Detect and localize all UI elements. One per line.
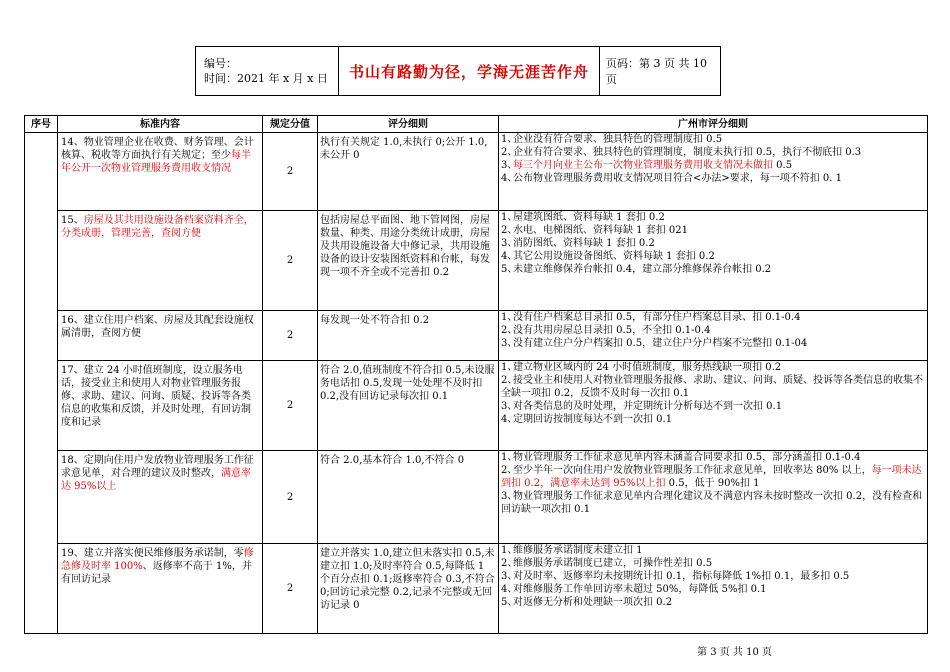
item-text: 物业管理服务工作征求意见单内合理化建议及不满意内容未按时整改一次扣 0.2，没有检查和回访缺一项次扣 0.1 <box>501 491 923 515</box>
item-text: 对及时率、返修率均未按期统计扣 0.1，指标每降低 1%扣 0.1，最多扣 0.5 <box>513 571 850 582</box>
guangzhou-cell <box>499 211 928 311</box>
serial-label: 编号： <box>204 57 237 70</box>
item-number: 3、 <box>501 401 518 412</box>
item-text-tail: 0.5，低于 90%扣 1 <box>665 478 760 489</box>
item-text: 企业没有符合要求、独具特色的管理制度扣 0.5 <box>513 134 723 145</box>
item-number: 2、 <box>501 375 518 386</box>
col-header-standard: 标准内容 <box>58 116 263 133</box>
score-cell: 2 <box>263 133 318 211</box>
detail-cell: 执行有关规定 1.0,未执行 0;公开 1.0,未公开 0 <box>318 133 499 211</box>
motto: 书山有路勤为径，学海无涯苦作舟 <box>339 47 600 96</box>
item-number: 1、 <box>501 452 518 463</box>
guangzhou-item <box>501 337 925 350</box>
table-row <box>25 211 928 311</box>
item-number: 2、 <box>501 225 518 236</box>
guangzhou-item <box>501 324 925 337</box>
standard-cell <box>58 451 263 544</box>
item-text: 没有建立住户分户档案扣 0.5，建立住户分户档案不完整扣 0.1-04 <box>513 338 808 349</box>
table-row <box>25 311 928 361</box>
guangzhou-cell <box>499 451 928 544</box>
item-text-tail: 0.5 <box>773 160 793 171</box>
item-number: 3、 <box>501 338 518 349</box>
scoring-table <box>24 115 928 634</box>
item-number: 1、 <box>501 362 518 373</box>
item-number: 4、 <box>501 414 518 425</box>
item-text: 维修服务承诺制度已建立，可操作性差扣 0.5 <box>513 558 713 569</box>
item-number: 4、 <box>501 251 518 262</box>
guangzhou-cell <box>499 544 928 634</box>
item-highlight: 每三个月向业主公布一次物业管理服务费用收支情况未做扣 <box>513 160 773 171</box>
col-header-score: 规定分值 <box>263 116 318 133</box>
item-number: 4、 <box>501 584 518 595</box>
item-text: 至少半年一次向住用户发放物业管理服务工作征求意见单，回收率达 80% 以上， <box>513 465 872 476</box>
guangzhou-cell <box>499 361 928 451</box>
guangzhou-cell <box>499 311 928 361</box>
guangzhou-item <box>501 361 925 374</box>
score-cell: 2 <box>263 211 318 311</box>
item-text: 企业有符合要求、独具特色的管理制度，制度未执行扣 0.5，执行不彻底扣 0.3 <box>513 147 862 158</box>
item-highlight: 每一项未达到扣 0.2，满意率未达到 95%以上扣 <box>501 465 922 489</box>
item-number: 1、 <box>501 312 518 323</box>
detail-cell: 符合 2.0,基本符合 1.0,不符合 0 <box>318 451 499 544</box>
guangzhou-item <box>501 583 925 596</box>
guangzhou-item <box>501 250 925 263</box>
index-cell <box>25 133 58 634</box>
standard-text: 14、物业管理企业在收费、财务管理、会计核算、税收等方面执行有关规定；至少 <box>61 137 254 161</box>
detail-cell: 符合 2.0,值班制度不符合扣 0.5,未设服务电话扣 0.5,发现一处处理不及时扣 0.2,没有回访记录每次扣 0.1 <box>318 361 499 451</box>
time-label: 时间：2021 年 x 月 x 日 <box>204 72 328 85</box>
standard-highlight: 每半年公开一次物业管理服务费用收支情况 <box>61 150 251 174</box>
guangzhou-item <box>501 400 925 413</box>
guangzhou-item <box>501 159 925 172</box>
item-number: 1、 <box>501 134 518 145</box>
standard-text: 19、建立并落实便民维修服务承诺制，零 <box>61 548 244 559</box>
standard-highlight: 修急修及时率 100% <box>61 548 254 572</box>
standard-text: 17、建立 24 小时值班制度，设立服务电话，接受业主和使用人对物业管理服务报修、求助、建议、问询、质疑、投诉等各类信息的收集和反馈，并及时处理，有回访制度和记录 <box>61 365 251 428</box>
standard-cell <box>58 133 263 211</box>
document-header <box>195 46 721 96</box>
item-number: 2、 <box>501 558 518 569</box>
item-number: 3、 <box>501 238 518 249</box>
item-text: 对各类信息的及时处理，并定期统计分析每达不到一次扣 0.1 <box>513 401 783 412</box>
item-text: 对维修服务工作单回访率未超过 50%，每降低 5%扣 0.1 <box>513 584 767 595</box>
item-number: 1、 <box>501 212 518 223</box>
score-cell: 2 <box>263 451 318 544</box>
standard-cell <box>58 361 263 451</box>
standard-highlight: 满意率达 95%以上 <box>61 468 251 492</box>
item-text: 没有住户档案总目录扣 0.5，有部分住户档案总目录、扣 0.1-0.4 <box>513 312 801 323</box>
item-number: 2、 <box>501 325 518 336</box>
guangzhou-item <box>501 464 925 490</box>
guangzhou-item <box>501 224 925 237</box>
table-row <box>25 361 928 451</box>
guangzhou-cell <box>499 133 928 211</box>
item-number: 1、 <box>501 545 518 556</box>
guangzhou-item <box>501 544 925 557</box>
item-number: 5、 <box>501 264 518 275</box>
standard-cell <box>58 211 263 311</box>
item-text: 没有共用房屋总目录扣 0.5，不全扣 0.1-0.4 <box>513 325 711 336</box>
standard-text: 16、建立住用户档案、房屋及其配套设施权属清册，查阅方便 <box>61 315 254 339</box>
item-text: 接受业主和使用人对物业管理服务报修、求助、建议、问询、质疑、投诉等各类信息的收集不全缺一项扣 0.2，反馈不及时每一次扣 0.1 <box>501 375 923 399</box>
guangzhou-item <box>501 133 925 146</box>
standard-text: 18、定期向住用户发放物业管理服务工作征求意见单，对合理的建议及时整改， <box>61 455 254 479</box>
score-cell: 2 <box>263 311 318 361</box>
page-footer: 第 3 页 共 10 页 <box>697 647 772 658</box>
item-number: 4、 <box>501 173 518 184</box>
item-text: 未建立维修保养台帐扣 0.4，建立部分维修保养台帐扣 0.2 <box>513 264 772 275</box>
detail-cell: 每发现一处不符合扣 0.2 <box>318 311 499 361</box>
guangzhou-item <box>501 211 925 224</box>
guangzhou-item <box>501 557 925 570</box>
table-row <box>25 451 928 544</box>
item-text: 公布物业管理服务费用收支情况项目符合<办法>要求，每一项不符扣 0. 1 <box>513 173 843 184</box>
item-number: 3、 <box>501 571 518 582</box>
guangzhou-item <box>501 490 925 516</box>
table-header-row <box>25 116 928 133</box>
guangzhou-item <box>501 172 925 185</box>
score-cell: 2 <box>263 361 318 451</box>
item-number: 3、 <box>501 491 518 502</box>
detail-cell: 建立并落实 1.0,建立但未落实扣 0.5,未建立扣 1.0;及时率符合 0.5,每降低 1 个百分点扣 0.1;返修率符合 0.3,不符合 0;回访记录完整 0.2,记录不完整或无回访记录 0 <box>318 544 499 634</box>
standard-highlight: 房屋及其共用设施设备档案资料齐全，分类成册，管理完善，查阅方便 <box>61 215 254 239</box>
item-number: 2、 <box>501 147 518 158</box>
standard-text-tail: 、返修率不高于 1%，并有回访记录 <box>61 561 252 585</box>
col-header-guangzhou: 广州市评分细则 <box>499 116 928 133</box>
item-text: 定期回访按制度每达不到一次扣 0.1 <box>513 414 673 425</box>
guangzhou-item <box>501 413 925 426</box>
table-row <box>25 544 928 634</box>
guangzhou-item <box>501 146 925 159</box>
item-number: 5、 <box>501 597 518 608</box>
guangzhou-item <box>501 263 925 276</box>
guangzhou-item <box>501 570 925 583</box>
standard-cell <box>58 311 263 361</box>
col-header-detail: 评分细则 <box>318 116 499 133</box>
page-label: 页码：第 3 页 共 10 页 <box>600 47 721 96</box>
detail-cell: 包括房屋总平面图、地下管网图，房屋数量、种类、用途分类统计成册，房屋及共用设施设备大中修记录，共用设施设备的设计安装图纸资料和台帐，每发现一项不齐全或不完善扣 0.2 <box>318 211 499 311</box>
guangzhou-item <box>501 311 925 324</box>
item-text: 物业管理服务工作征求意见单内容未涵盖合同要求扣 0.5，部分涵盖扣 0.1-0.4 <box>513 452 861 463</box>
standard-cell <box>58 544 263 634</box>
guangzhou-item <box>501 596 925 609</box>
item-text: 消防图纸、资料每缺 1 套扣 0.2 <box>513 238 655 249</box>
item-number: 3、 <box>501 160 518 171</box>
item-text: 屋建筑图纸、资料每缺 1 套扣 0.2 <box>513 212 665 223</box>
guangzhou-item <box>501 237 925 250</box>
item-text: 水电、电梯图纸、资料每缺 1 套扣 021 <box>513 225 688 236</box>
guangzhou-item <box>501 451 925 464</box>
standard-text: 15、 <box>61 215 84 226</box>
header-info-cell <box>196 47 339 96</box>
item-text: 其它公用设施设备图纸、资料每缺 1 套扣 0.2 <box>513 251 715 262</box>
item-text: 维修服务承诺制度未建立扣 1 <box>513 545 643 556</box>
item-text: 对返修无分析和处理缺一项次扣 0.2 <box>513 597 673 608</box>
table-row <box>25 133 928 211</box>
item-number: 2、 <box>501 465 518 476</box>
score-cell: 2 <box>263 544 318 634</box>
item-text: 建立物业区域内的 24 小时值班制度，服务热线缺一项扣 0.2 <box>513 362 782 373</box>
guangzhou-item <box>501 374 925 400</box>
col-header-index: 序号 <box>25 116 58 133</box>
